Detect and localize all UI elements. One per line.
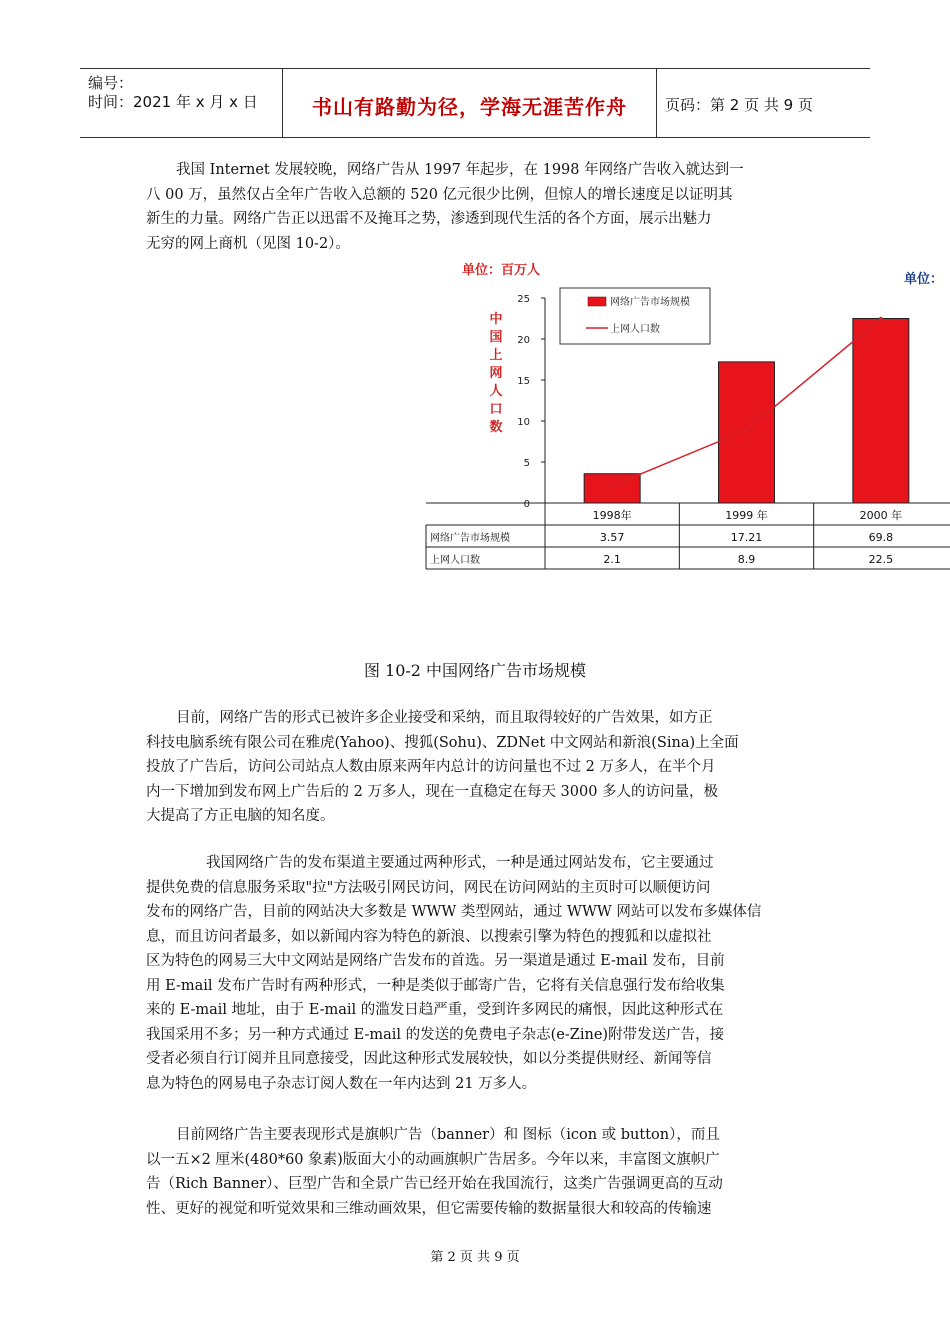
chart-legend bbox=[560, 288, 710, 344]
table-value: 3.57 bbox=[599, 531, 625, 544]
paragraph-line: 八 00 万，虽然仅占全年广告收入总额的 520 亿元很少比例，但惊人的增长速度足以证明其 bbox=[146, 186, 733, 203]
paragraph-3 bbox=[146, 851, 806, 1096]
paragraph-1 bbox=[146, 158, 806, 256]
code-label: 编号： bbox=[88, 74, 134, 92]
y-axis-label-char: 人 bbox=[489, 384, 503, 399]
line-point bbox=[879, 317, 883, 321]
y-axis-label-char: 上 bbox=[489, 348, 503, 363]
x-category-label: 2000 年 bbox=[859, 509, 903, 522]
legend-bar-label: 网络广告市场规模 bbox=[610, 297, 690, 308]
paragraph-line: 我国网络广告的发布渠道主要通过两种形式，一种是通过网站发布，它主要通过 bbox=[206, 855, 714, 871]
paragraph-line: 来的 E-mail 地址，由于 E-mail 的滥发日趋严重，受到许多网民的痛恨，因此这种形式在 bbox=[146, 1002, 724, 1018]
paragraph-2 bbox=[146, 706, 806, 829]
table-value: 8.9 bbox=[737, 553, 756, 566]
y-axis-label-char: 中 bbox=[489, 312, 503, 327]
paragraph-line: 提供免费的信息服务采取"拉"方法吸引网民访问，网民在访问网站的主页时可以顺便访问 bbox=[146, 879, 711, 896]
y-axis-ticks bbox=[517, 294, 545, 510]
header-motto-cell bbox=[283, 69, 657, 137]
chart-data-table bbox=[426, 503, 950, 569]
page-header bbox=[80, 68, 870, 138]
paragraph-line: 以一五×2 厘米(480*60 象素)版面大小的动画旗帜广告居多。今年以来，丰富图文旗帜广 bbox=[146, 1151, 720, 1168]
market-size-chart bbox=[420, 255, 950, 575]
paragraph-line: 我国 Internet 发展较晚，网络广告从 1997 年起步，在 1998 年网络广告收入就达到一 bbox=[176, 162, 744, 178]
table-row-label: 上网人口数 bbox=[430, 555, 480, 566]
paragraph-line: 科技电脑系统有限公司在雅虎(Yahoo)、搜狐(Sohu)、ZDNet 中文网站和新浪(Sina)上全面 bbox=[146, 734, 739, 751]
y-axis-label-char: 网 bbox=[489, 366, 503, 381]
paragraph-line: 性、更好的视觉和听觉效果和三维动画效果，但它需要传输的数据量很大和较高的传输速 bbox=[146, 1200, 712, 1217]
y-tick-label: 20 bbox=[517, 335, 530, 346]
y-axis-label-char: 国 bbox=[489, 330, 503, 345]
paragraph-line: 区为特色的网易三大中文网站是网络广告发布的首选。另一渠道是通过 E-mail 发布，目前 bbox=[146, 953, 725, 969]
page-footer: 第 2 页 共 9 页 bbox=[430, 1250, 520, 1265]
chart-unit-label: 单位：百万人 bbox=[462, 263, 541, 278]
y-axis-label-char: 口 bbox=[489, 402, 503, 417]
bar-series bbox=[584, 319, 909, 504]
table-row-label: 网络广告市场规模 bbox=[430, 533, 510, 544]
date-label: 时间：2021 年 x 月 x 日 bbox=[88, 93, 258, 111]
y-tick-label: 25 bbox=[517, 294, 530, 305]
legend-line-label: 上网人口数 bbox=[610, 324, 660, 335]
table-value: 69.8 bbox=[868, 531, 894, 544]
y-tick-label: 5 bbox=[523, 458, 530, 469]
bar bbox=[853, 319, 909, 504]
chart-unit-label-right: 单位： bbox=[904, 272, 944, 287]
table-value: 17.21 bbox=[730, 531, 763, 544]
paragraph-line: 新生的力量。网络广告正以迅雷不及掩耳之势，渗透到现代生活的各个方面，展示出魅力 bbox=[146, 211, 712, 227]
y-axis-label bbox=[489, 311, 502, 435]
paragraph-line: 发布的网络广告，目前的网站决大多数是 WWW 类型网站，通过 WWW 网站可以发布多媒体信 bbox=[146, 904, 762, 920]
header-page-cell bbox=[657, 69, 870, 137]
paragraph-line: 目前网络广告主要表现形式是旗帜广告（banner）和 图标（icon 或 button），而且 bbox=[176, 1127, 720, 1143]
line-point bbox=[745, 428, 749, 432]
paragraph-line: 内一下增加到发布网上广告后的 2 万多人，现在一直稳定在每天 3000 多人的访问量，极 bbox=[146, 783, 719, 800]
paragraph-line: 无穷的网上商机（见图 10-2）。 bbox=[146, 235, 350, 252]
paragraph-line: 大提高了方正电脑的知名度。 bbox=[146, 808, 335, 824]
table-value: 22.5 bbox=[868, 553, 894, 566]
y-tick-label: 15 bbox=[517, 376, 530, 387]
figure-caption: 图 10-2 中国网络广告市场规模 bbox=[363, 661, 587, 680]
header-meta-cell bbox=[80, 69, 283, 137]
paragraph-line: 息为特色的网易电子杂志订阅人数在一年内达到 21 万多人。 bbox=[146, 1075, 537, 1092]
y-tick-label: 10 bbox=[517, 417, 530, 428]
bar bbox=[719, 362, 775, 503]
x-category-label: 1999 年 bbox=[725, 509, 768, 522]
motto: 书山有路勤为径，学海无涯苦作舟 bbox=[312, 95, 627, 119]
paragraph-line: 告（Rich Banner）、巨型广告和全景广告已经开始在我国流行，这类广告强调更高的互动 bbox=[146, 1176, 723, 1192]
y-axis-label-char: 数 bbox=[489, 420, 503, 435]
y-tick-label: 0 bbox=[523, 499, 530, 510]
paragraph-line: 投放了广告后，访问公司站点人数由原来两年内总计的访问量也不过 2 万多人，在半个月 bbox=[146, 759, 716, 775]
paragraph-line: 我国采用不多；另一种方式通过 E-mail 的发送的免费电子杂志(e-Zine)附带发送广告，接 bbox=[146, 1026, 725, 1043]
legend-bar-swatch bbox=[588, 297, 606, 306]
paragraph-line: 目前，网络广告的形式已被许多企业接受和采纳，而且取得较好的广告效果，如方正 bbox=[176, 710, 713, 726]
paragraph-line: 受者必须自行订阅并且同意接受，因此这种形式发展较快，如以分类提供财经、新闻等信 bbox=[146, 1051, 712, 1067]
line-point bbox=[610, 484, 614, 488]
table-value: 2.1 bbox=[603, 553, 621, 566]
page-number-label: 页码：第 2 页 共 9 页 bbox=[665, 96, 813, 114]
paragraph-4 bbox=[146, 1123, 806, 1221]
paragraph-line: 息，而且访问者最多，如以新闻内容为特色的新浪、以搜索引擎为特色的搜狐和以虚拟社 bbox=[146, 928, 712, 945]
paragraph-line: 用 E-mail 发布广告时有两种形式，一种是类似于邮寄广告，它将有关信息强行发布给收集 bbox=[146, 977, 725, 994]
x-category-label: 1998年 bbox=[592, 509, 632, 522]
